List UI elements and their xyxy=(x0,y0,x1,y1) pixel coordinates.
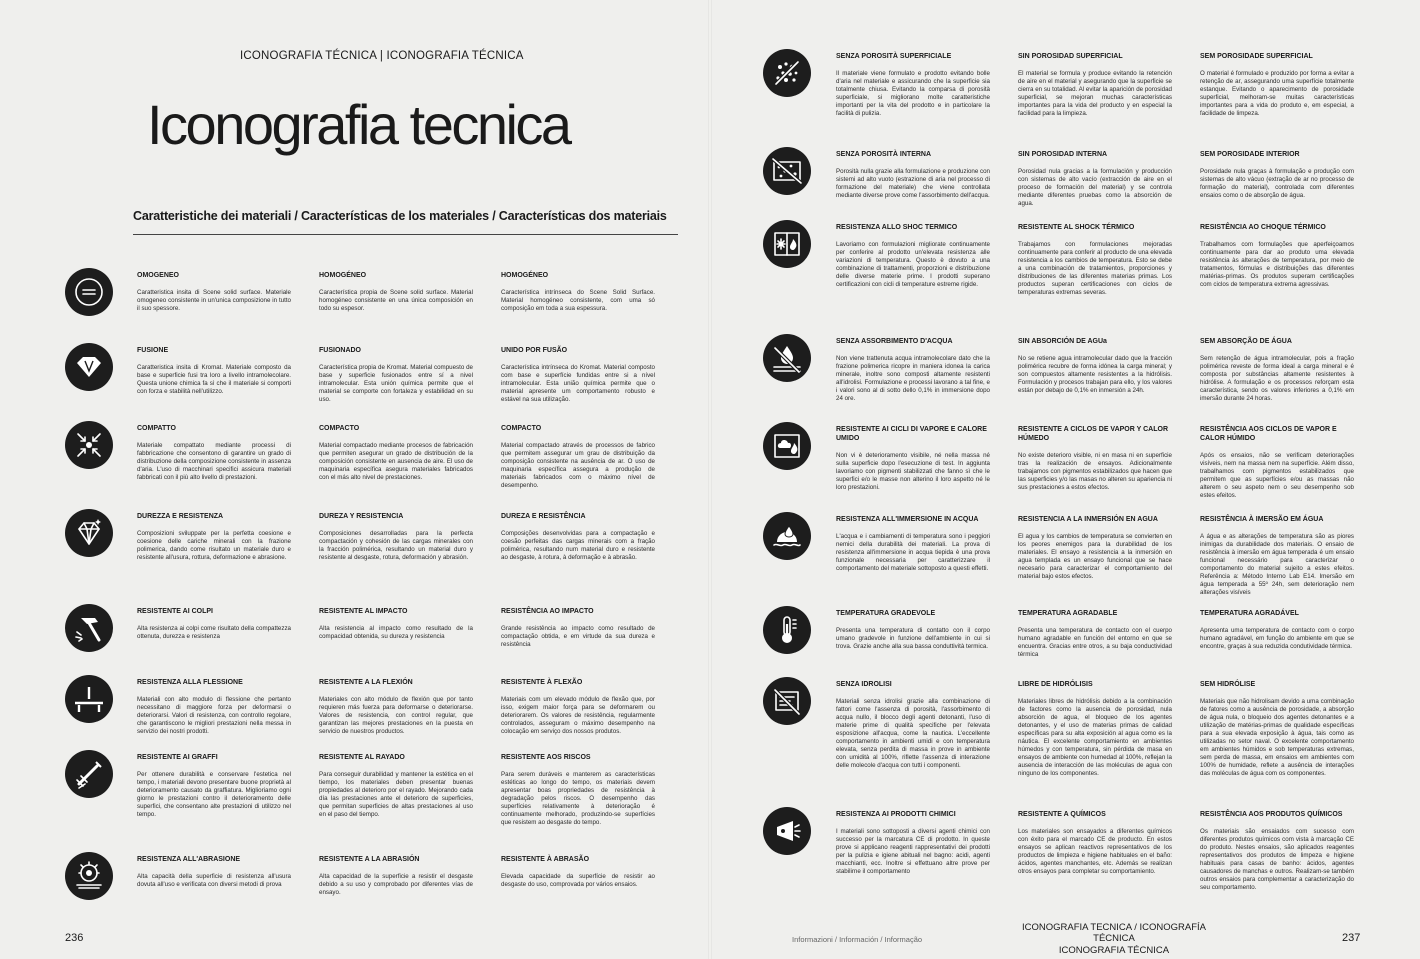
feature-description: I materiali sono sottoposti a diversi agenti chimici con successo per la marcatura CE di prodotto. In queste prove si applicano reagenti rappresentativi dei prodotti per la pulizia e igiene abituali nel bagno: acidi, agenti macchianti, ecc. Inoltre si effettuano altre prove per stabilirne il comportamento xyxy=(836,827,990,876)
feature-entry xyxy=(319,513,473,562)
feature-description: Material compactado através de processos de fabrico que permitem assegurar um grau de distribuição da composição consistente na ausência de ar. O uso de maquinaria específica assegura a produção de materiais fabricados com o máximo nível de desempenho. xyxy=(501,441,655,490)
feature-heading: DUREZA E RESISTÊNCIA xyxy=(501,513,586,520)
right-page xyxy=(710,0,1420,959)
feature-description: Composições desenvolvidas para a compactação e coesão perfeitas das cargas minerais com a fração polimérica, resultando num material duro e resistente ao desgaste, à rotura, à deformação e à abrasão. xyxy=(501,529,655,561)
feature-description: Porosidad nula gracias a la formulación y producción con sistemas de alto vacío (extracción de aire en el proceso de formación del material) y se controla mediante diferentes pruebas como la absorción de agua. xyxy=(1018,167,1172,207)
feature-entry xyxy=(1200,516,1354,597)
feature-heading: RESISTENTE A LA FLEXIÓN xyxy=(319,679,413,686)
feature-description: Porosidade nula graças à formulação e produção com sistemas de alto vácuo (extração de ar no processo de formação do material), controlada com diferentes ensaios como o de absorção de água. xyxy=(1200,167,1354,199)
feature-description: Grande resistência ao impacto como resultado de compactação obtida, e em virtude da sua dureza e resistência xyxy=(501,624,655,648)
feature-entry xyxy=(1200,53,1354,118)
feature-entry xyxy=(1018,224,1172,297)
feature-heading: COMPACTO xyxy=(501,425,542,432)
feature-entry xyxy=(1018,338,1172,395)
feature-entry xyxy=(1200,338,1354,403)
feature-description: Presenta una temperatura di contatto con il corpo umano gradevole in funzione dell'ambiente in cui si trova. Grazie anche alla sua bassa conduttività termica. xyxy=(836,626,990,650)
no-hydrolysis-icon xyxy=(763,677,811,725)
feature-description: Alta capacidad de la superficie a resistir el desgaste debido a su uso y comprobado por diferentes vías de ensayo. xyxy=(319,872,473,896)
feature-description: Apresenta uma temperatura de contacto com o corpo humano agradável, em função do ambiente em que se encontre, graças à sua reduzida condutividade térmica. xyxy=(1200,626,1354,650)
feature-description: Materiais que não hidrolisam devido a uma combinação de fatores como a ausência de porosidade, a absorção de água nula, o bloqueio dos agentes detonantes e a utilização de matérias-primas de qualidade específicas para a sua elevada exposição à água, tais como as utilizadas no setor naval. O excelente comportamento em ambientes húmidos e sob temperaturas extremas, sem perda de massa, em ensaios em ambientes com 100% de humidade, reflete a ausência de interações das moléculas de água com os componentes. xyxy=(1200,697,1354,778)
feature-entry xyxy=(137,272,291,313)
feature-entry xyxy=(1200,151,1354,200)
feature-description: Após os ensaios, não se verificam deteriorações visíveis, nem na massa nem na superfície. Além disso, trabalhamos com pigmentos estabilizados que permitem que as superfícies e/ou as massas não alterem o seu aspeto nem o seu desempenho sob estes efeitos. xyxy=(1200,451,1354,499)
feature-entry xyxy=(501,608,655,649)
page-title: Iconografia tecnica xyxy=(147,93,570,156)
feature-description: O material é formulado e produzido por forma a evitar a retenção de ar, assegurando uma superfície totalmente estanque. Evitando o aparecimento de porosidade superficial, melhoram-se muitas características importantes para a vida do produto e, em especial, a facilidade de limpeza. xyxy=(1200,69,1354,118)
feature-heading: SIN ABSORCIÓN DE AGUa xyxy=(1018,338,1107,345)
feature-heading: RESISTENTE A QUÍMICOS xyxy=(1018,811,1106,818)
feature-description: A água e as alterações de temperatura são as piores inimigas da durabilidade dos materiais. O ensaio de resistência à imersão em água temperada é um ensaio funcional necessário para caracterizar o comportamento do material sujeito a estes efeitos. Referência a: Método Interno Lab E14. Imersão em água temperada a 55º 24h, sem deterioração nem alterações visíveis xyxy=(1200,532,1354,597)
diamond-icon xyxy=(65,509,113,557)
feature-entry xyxy=(319,608,473,641)
feature-entry xyxy=(1018,681,1172,778)
feature-description: Il materiale viene formulato e prodotto evitando bolle d'aria nel materiale e assicurando che la superficie sia totalmente chiusa. Evitando la comparsa di porosità superficiale, si migliorano molte caratteristiche importanti per la vita del prodotto e in particolare la facilità di pulizia. xyxy=(836,69,990,118)
footer-section: Informazioni / Información / Informação xyxy=(792,935,923,944)
feature-entry xyxy=(137,513,291,562)
feature-entry xyxy=(501,347,655,404)
feature-entry xyxy=(836,811,990,876)
feature-heading: SIN POROSIDAD SUPERFICIAL xyxy=(1018,53,1123,60)
feature-entry xyxy=(1200,224,1354,289)
feature-description: Lavoriamo con formulazioni migliorate continuamente per conferire al prodotto un'elevata resistenza alle variazioni di temperatura. Questo è dovuto a una combinazione di trattamenti, proporzioni e distribuzione delle diverse materie prime. I prodotti superano certificazioni con cicli di temperature estreme rigide. xyxy=(836,240,990,289)
feature-entry xyxy=(501,513,655,562)
page-number: 237 xyxy=(1342,932,1361,944)
feature-heading: RESISTENZA ALL'IMMERSIONE IN ACQUA xyxy=(836,516,979,523)
feature-entry xyxy=(1200,426,1354,500)
steam-cycles-icon xyxy=(763,422,811,470)
abrasion-icon xyxy=(65,852,113,900)
divider xyxy=(133,234,678,235)
feature-heading: HOMOGÉNEO xyxy=(501,272,549,279)
feature-description: Característica intrínseca do Scene Solid Surface. Material homogéneo consistente, com uma só composição em toda a sua espessura. xyxy=(501,288,655,312)
feature-heading: RESISTENTE A CICLOS DE VAPOR Y CALOR HÚMEDO xyxy=(1018,426,1169,442)
feature-entry xyxy=(501,856,655,889)
feature-heading: SENZA IDROLISI xyxy=(836,681,892,688)
feature-heading: SIN POROSIDAD INTERNA xyxy=(1018,151,1108,158)
feature-entry xyxy=(319,272,473,313)
feature-entry xyxy=(501,754,655,827)
feature-description: Materiale compattato mediante processi di fabbricazione che consentono di garantire un grado di distribuzione della composizione consistente in assenza d'aria. L'uso di macchinari specifici assicura materiali fabbricati con il più alto livello di prestazioni. xyxy=(137,441,291,481)
feature-heading: FUSIONADO xyxy=(319,347,361,354)
feature-entry xyxy=(137,425,291,482)
feature-heading: RESISTENTE À FLEXÃO xyxy=(501,679,583,686)
feature-description: Para serem duráveis e manterem as características estéticas ao longo do tempo, os materiais devem apresentar boas propriedades de resistência à degradação pelos riscos. O desempenho das superfícies relativamente à deterioração é continuamente melhorado, produzindo-se superfícies que resistem ao desgaste do tempo. xyxy=(501,770,655,827)
feature-heading: RESISTÊNCIA À IMERSÃO EM ÁGUA xyxy=(1200,516,1324,523)
feature-heading: RESISTENTE À ABRASÃO xyxy=(501,856,590,863)
feature-heading: TEMPERATURA GRADEVOLE xyxy=(836,610,936,617)
feature-heading: SEM POROSIDADE SUPERFICIAL xyxy=(1200,53,1313,60)
feature-heading: RESISTENZA ALLA FLESSIONE xyxy=(137,679,243,686)
feature-heading: RESISTENZA AI PRODOTTI CHIMICI xyxy=(836,811,956,818)
feature-description: Alta resistencia al impacto como resultado de la compacidad obtenida, su dureza y resistencia xyxy=(319,624,473,640)
feature-description: Os materiais são ensaiados com sucesso com diferentes produtos químicos com vista à marcação CE do produto. Nestes ensaios, são aplicados reagentes representativos dos produtos de limpeza e higiene habituais para casas de banho: ácidos, agentes causadores de manchas e outros. Realizam-se também outros ensaios para complementar a caracterização do seu comportamento. xyxy=(1200,827,1354,892)
thermometer-icon xyxy=(763,606,811,654)
thermal-shock-icon xyxy=(763,220,811,268)
running-head: ICONOGRAFIA TÉCNICA | ICONOGRAFIA TÉCNICA xyxy=(240,50,524,62)
feature-description: Materiales con alto módulo de flexión que por tanto requieren más fuerza para deformarse o deteriorarse. Valores de resistencia, con control regular, que garantizan las mejores prestaciones en la puesta en servicio de nuestros productos. xyxy=(319,695,473,735)
feature-heading: RESISTÊNCIA AO IMPACTO xyxy=(501,608,594,615)
feature-entry xyxy=(137,608,291,641)
feature-heading: HOMOGÉNEO xyxy=(319,272,367,279)
footer-running-head xyxy=(1004,922,1224,956)
feature-entry xyxy=(1200,610,1354,651)
feature-heading: DUREZA Y RESISTENCIA xyxy=(319,513,404,520)
feature-entry xyxy=(836,151,990,200)
feature-heading: RESISTENTE AI GRAFFI xyxy=(137,754,218,761)
feature-entry xyxy=(1018,516,1172,581)
feature-description: Presenta una temperatura de contacto con el cuerpo humano agradable en función del entorno en que se encuentra. Gracias entre otros, a su baja conductividad térmica xyxy=(1018,626,1172,658)
feature-heading: SENZA ASSORBIMENTO D'ACQUA xyxy=(836,338,953,345)
feature-entry xyxy=(501,272,655,313)
feature-description: Para conseguir durabilidad y mantener la estética en el tiempo, los materiales deben presentar buenas propiedades al deterioro por el rayado. Mejorando cada día las prestaciones ante el deterioro de superficies, que permitan superficies de altas prestaciones al uso en el paso del tiempo. xyxy=(319,770,473,819)
feature-heading: RESISTENTE AL RAYADO xyxy=(319,754,405,761)
compact-icon xyxy=(65,421,113,469)
feature-entry xyxy=(1018,811,1172,876)
feature-description: Porosità nulla grazie alla formulazione e produzione con sistemi ad alto vuoto (estrazione di aria nel processo di formazione del materiale) che viene controllata mediante diverse prove come l'assorbimento dell'acqua. xyxy=(836,167,990,199)
feature-entry xyxy=(319,856,473,897)
feature-heading: RESISTÊNCIA AO CHOQUE TÉRMICO xyxy=(1200,224,1326,231)
feature-description: Alta capacità della superficie di resistenza all'usura dovuta all'uso e verificata con diversi metodi di prova xyxy=(137,872,291,888)
feature-description: Composiciones desarrolladas para la perfecta compactación y cohesión de las cargas minerales con la fracción polimérica, resultando un material duro y resistente al desgaste, rotura, deformación y abrasión. xyxy=(319,529,473,561)
feature-description: Materiali senza idrolisi grazie alla combinazione di fattori come l'assenza di porosità, l'assorbimento di acqua nullo, il blocco degli agenti detonanti, l'uso di materie prime di qualità specifiche per l'elevata esposizione all'acqua, come la nautica. L'eccellente comportamento in ambienti umidi e con temperatura elevata, senza perdita di massa in prove in ambiente con umidità al 100%, riflette l'assenza di interazione delle molecole d'acqua con tutti i componenti. xyxy=(836,697,990,770)
no-surface-porosity-icon xyxy=(763,49,811,97)
feature-entry xyxy=(836,610,990,651)
footer-running-line2: ICONOGRAFIA TÉCNICA xyxy=(1058,944,1170,956)
feature-description: El agua y los cambios de temperatura se convierten en los peores enemigos para la durabilidad de los materiales. El ensayo a resistencia a la inmersión en agua templada es un ensayo funcional que se hace necesario para caracterizar el comportamiento del material bajo estos efectos. xyxy=(1018,532,1172,581)
feature-description: Materiali con alto modulo di flessione che pertanto necessitano di maggiore forza per deformarsi o deteriorarsi. Valori di resistenza, con controllo regolare, che garantiscono le migliori prestazioni nella messa in servizio dei nostri prodotti. xyxy=(137,695,291,735)
feature-description: Caratteristica insita di Kromat. Materiale composto da base e superficie fusi tra loro a livello intramolecolare. Questa unione chimica fa sì che il materiale si comporti con forza e stabilità nell'utilizzo. xyxy=(137,363,291,395)
feature-heading: SEM HIDRÓLISE xyxy=(1200,681,1256,688)
flexion-icon xyxy=(65,675,113,723)
feature-entry xyxy=(836,338,990,403)
feature-entry xyxy=(137,679,291,736)
feature-heading: COMPACTO xyxy=(319,425,360,432)
feature-entry xyxy=(836,53,990,118)
feature-heading: SEM ABSORÇÃO DE ÁGUA xyxy=(1200,338,1292,345)
feature-description: Elevada capacidade da superfície de resistir ao desgaste do uso, comprovada por vários ensaios. xyxy=(501,872,655,888)
feature-entry xyxy=(319,347,473,404)
feature-heading: RESISTENTE AL IMPACTO xyxy=(319,608,408,615)
feature-heading: SENZA POROSITÀ INTERNA xyxy=(836,151,932,158)
feature-description: Trabalhamos com formulações que aperfeiçoamos continuamente para dar ao produto uma elevada resistência às alterações de temperatura, por meio de tratamentos, fórmulas e distribuições das diferentes matérias-primas. Os produtos superam certificações com ciclos de temperatura extrema agressivas. xyxy=(1200,240,1354,289)
feature-entry xyxy=(1200,681,1354,778)
feature-entry xyxy=(836,426,990,492)
water-immersion-icon xyxy=(763,512,811,560)
hammer-icon xyxy=(65,604,113,652)
feature-heading: RESISTÊNCIA AOS CICLOS DE VAPOR E CALOR HÚMIDO xyxy=(1200,426,1337,442)
feature-description: Característica intrínseca do Kromat. Material composto com base e superfície fundidas entre si a nível intramolecular. Esta união química permite que o material apresente um comportamento robusto e estável na sua utilização. xyxy=(501,363,655,403)
feature-description: Material compactado mediante procesos de fabricación que permiten asegurar un grado de distribución de la composición consistente en ausencia de aire. El uso de maquinaria específica asegura materiales fabricados con el más alto nivel de prestaciones. xyxy=(319,441,473,481)
feature-entry xyxy=(1018,53,1172,118)
section-subtitle: Caratteristiche dei materiali / Características de los materiales / Características dos materiais xyxy=(133,209,667,223)
footer-running-line1: ICONOGRAFIA TECNICA / ICONOGRAFÍA TÉCNICA xyxy=(1021,922,1207,945)
feature-entry xyxy=(319,679,473,736)
feature-heading: DUREZZA E RESISTENZA xyxy=(137,513,224,520)
feature-heading: TEMPERATURA AGRADÁVEL xyxy=(1200,610,1299,617)
feature-heading: RESISTENTE AL SHOCK TÉRMICO xyxy=(1018,224,1135,231)
feature-description: L'acqua e i cambiamenti di temperatura sono i peggiori nemici della durabilità dei materiali. La prova di resistenza all'immersione in acqua tiepida è una prova funzionale necessaria per caratterizzare il comportamento del materiale sottoposto a questi effetti. xyxy=(836,532,990,572)
feature-entry xyxy=(1018,610,1172,659)
feature-entry xyxy=(1018,426,1172,492)
feature-entry xyxy=(137,347,291,396)
feature-description: Non vi è deterioramento visibile, né nella massa né sulla superficie dopo l'esecuzione di test. In aggiunta lavoriamo con pigmenti stabilizzati che fanno sì che le superfici e/o le masse non alterino il loro aspetto né le loro prestazioni. xyxy=(836,451,990,491)
feature-heading: RESISTENZA ALL'ABRASIONE xyxy=(137,856,241,863)
feature-entry xyxy=(137,754,291,819)
feature-heading: COMPATTO xyxy=(137,425,176,432)
feature-entry xyxy=(501,679,655,736)
chemical-icon xyxy=(763,807,811,855)
feature-entry xyxy=(319,754,473,819)
feature-entry xyxy=(319,425,473,482)
feature-description: Caratteristica insita di Scene solid surface. Materiale omogeneo consistente in un'unica composizione in tutto il suo spessore. xyxy=(137,288,291,312)
feature-heading: RESISTENCIA A LA INMERSIÓN EN AGUA xyxy=(1018,516,1158,523)
feature-heading: OMOGENEO xyxy=(137,272,180,279)
feature-entry xyxy=(836,516,990,573)
feature-heading: RESISTÊNCIA AOS PRODUTOS QUÍMICOS xyxy=(1200,811,1343,818)
feature-description: No se retiene agua intramolecular dado que la fracción polimérica recubre de forma idónea la carga mineral; y son compuestos altamente resistentes a la hidrólisis. Formulación y procesos trabajan para ello, y los valores están por debajo de 0,1% en inmersión a 24h. xyxy=(1018,354,1172,394)
feature-entry xyxy=(836,224,990,289)
feature-heading: RESISTENTE AOS RISCOS xyxy=(501,754,591,761)
feature-entry xyxy=(501,425,655,490)
feature-heading: SEM POROSIDADE INTERIOR xyxy=(1200,151,1300,158)
scratch-icon xyxy=(65,750,113,798)
no-internal-porosity-icon xyxy=(763,147,811,195)
feature-description: No existe deterioro visible, ni en masa ni en superficie tras la realización de ensayos. Adicionalmente trabajamos con pigmentos estabilizados que hacen que las superficies y/o las masas no alteren su apariencia ni sus prestaciones a estos efectos. xyxy=(1018,451,1172,491)
feature-heading: RESISTENTE AI CICLI DI VAPORE E CALORE UMIDO xyxy=(836,426,987,442)
feature-entry xyxy=(1200,811,1354,892)
feature-heading: SENZA POROSITÀ SUPERFICIALE xyxy=(836,53,952,60)
page-number: 236 xyxy=(65,932,84,944)
feature-description: Per ottenere durabilità e conservare l'estetica nel tempo, i materiali devono presentare buone proprietà al deterioramento causato da graffiatura. Miglioriamo ogni giorno le prestazioni contro il deterioramento delle superfici, che consentano alte prestazioni di utilizzo nel tempo. xyxy=(137,770,291,819)
feature-description: Composizioni sviluppate per la perfetta coesione e coesione delle cariche minerali con la frazione polimerica, dando come risultato un materiale duro e resistente all'usura, rottura, deformazione e abrasione. xyxy=(137,529,291,561)
feature-heading: RESISTENTE AI COLPI xyxy=(137,608,213,615)
feature-entry xyxy=(1018,151,1172,208)
feature-description: Sem retenção de água intramolecular, pois a fração polimérica reveste de forma ideal a carga mineral e é composta por substâncias altamente resistentes à hidrólise. A formulação e os processos reforçam esta característica, sendo os valores inferiores a 0,1% em imersão durante 24 horas. xyxy=(1200,354,1354,403)
feature-description: Característica propia de Kromat. Material compuesto de base y superficie fusionados entre sí a nivel intramolecular. Esta unión química permite que el material se comporte con fortaleza y estabilidad en su uso. xyxy=(319,363,473,403)
feature-heading: RESISTENZA ALLO SHOC TERMICO xyxy=(836,224,958,231)
feature-description: Materiales libres de hidrólisis debido a la combinación de factores como la ausencia de porosidad, nula absorción de agua, el bloqueo de los agentes detonantes, y el uso de materias primas de calidad específicas para su alta exposición al agua como es la náutica. El excelente comportamiento en ambientes húmedos y con temperatura, sin pérdida de masa en ensayos de ambiente con humedad al 100%, reflejan la ausencia de interacción de las moléculas de agua con ninguno de los componentes. xyxy=(1018,697,1172,778)
feature-description: Trabajamos con formulaciones mejoradas continuamente para conferir al producto de una elevada resistencia a los cambios de temperatura. Esto se debe a una combinación de tratamientos, proporciones y distribuciones de las diferentes materias primas. Los productos superan certificaciones con ciclos de temperaturas extremas severas. xyxy=(1018,240,1172,297)
homogeneous-icon xyxy=(65,268,113,316)
feature-description: Materiais com um elevado módulo de flexão que, por isso, exigem maior força para se deformarem ou deteriorarem. Os valores de resistência, regularmente controlados, asseguram o máximo desempenho na colocação em serviço dos nossos produtos. xyxy=(501,695,655,735)
feature-description: Los materiales son ensayados a diferentes químicos con éxito para el marcado CE de producto. En estos ensayos se aplican reactivos representativos de los productos de limpieza e higiene habituales en el baño: ácidos, agentes manchantes, etc. Además se realizan otros ensayos para completar su comportamiento. xyxy=(1018,827,1172,876)
feature-heading: RESISTENTE A LA ABRASIÓN xyxy=(319,856,420,863)
feature-entry xyxy=(836,681,990,770)
feature-heading: TEMPERATURA AGRADABLE xyxy=(1018,610,1118,617)
feature-description: Característica propia de Scene solid surface. Material homogéneo consistente en una única composición en todo su espesor. xyxy=(319,288,473,312)
feature-entry xyxy=(137,856,291,889)
feature-description: Alta resistenza ai colpi come risultato della compattezza ottenuta, durezza e resistenza xyxy=(137,624,291,640)
feature-description: Non viene trattenuta acqua intramolecolare dato che la frazione polimerica ricopre in maniera idonea la carica minerale, inoltre sono composti altamente resistenti all'idrolisi. Formulazione e processi lavorano a tal fine, e i valori sono al di sotto dello 0,1% in immersione dopo 24 ore. xyxy=(836,354,990,403)
feature-heading: UNIDO POR FUSÃO xyxy=(501,347,568,354)
fusion-icon xyxy=(65,343,113,391)
feature-description: El material se formula y produce evitando la retención de aire en el material y asegurando que la superficie se cierra en su totalidad. Al evitar la aparición de porosidad superficial, se mejoran muchas características importantes para la vida del producto y en especial la facilidad para la limpieza. xyxy=(1018,69,1172,118)
feature-heading: LIBRE DE HIDRÓLISIS xyxy=(1018,681,1093,688)
feature-heading: FUSIONE xyxy=(137,347,169,354)
no-water-absorption-icon xyxy=(763,334,811,382)
